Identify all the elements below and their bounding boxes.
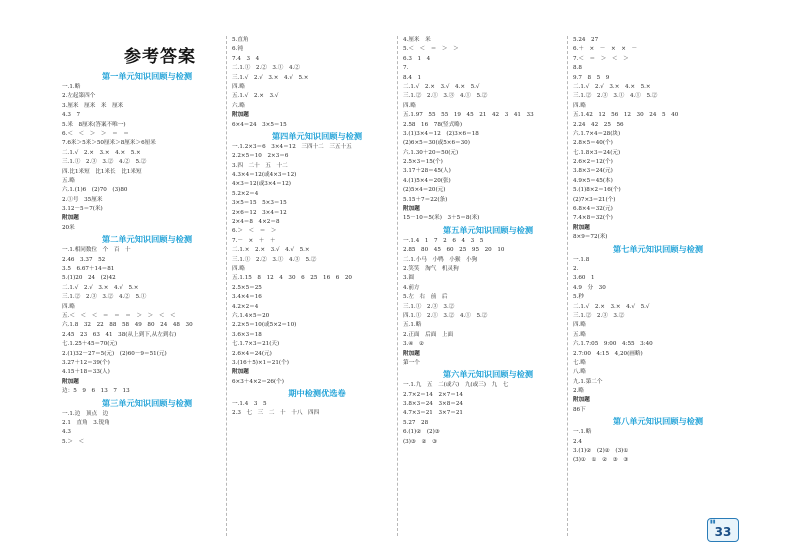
answer-line: 2.24 42 25 56 xyxy=(573,121,624,128)
answer-line: 一.1.略 xyxy=(62,84,81,90)
answer-line: 四.略 xyxy=(573,102,586,109)
page-number: 33 xyxy=(714,525,732,539)
answer-line: 4.(1)5×4＝20(张) xyxy=(403,177,451,184)
answer-line: (2)7×3＝21(个) xyxy=(573,196,616,203)
answer-line: 九.1.第二个 xyxy=(573,378,603,385)
answer-line: 86下 xyxy=(573,406,586,413)
answer-line: 二.1.√ 2.√ 3.× 4.√ 5.× xyxy=(62,284,139,291)
answer-line: 6.(1)② (2)③ xyxy=(403,429,440,436)
answer-line: 3.(1)② (2)② (3)① xyxy=(573,448,629,455)
answer-line: 8.8 xyxy=(573,65,582,72)
answer-line: 三.1.② 2.③ 3.② 4.② 5.① xyxy=(62,294,147,301)
answer-line: 6.＞ ＜ ＝ ＞ xyxy=(232,228,277,235)
answer-line: 三.1.√ 2.√ 3.× 4.√ 5.× xyxy=(232,74,309,81)
answer-line: 7.4×8＝32(个) xyxy=(573,215,613,222)
answer-line: 2.5×3＝15(个) xyxy=(403,159,443,166)
answer-line: 三.1.① 2.② 3.① 4.③ 5.② xyxy=(232,256,317,263)
answer-line: 三.1.② 2.① 3.③ 4.① 5.② xyxy=(403,93,488,100)
answer-line: 三.1.② 2.③ 3.② xyxy=(573,312,625,319)
answer-line: 6.8×4＝32(元) xyxy=(573,206,613,213)
answer-line: 3.17＋28＝45(人) xyxy=(403,168,451,175)
section-heading: 第八单元知识回顾与检测 xyxy=(612,416,704,427)
answer-line: 3.(1)3×4＝12 (2)3×6＝18 xyxy=(403,130,479,137)
answer-line: 7. xyxy=(403,65,426,72)
bonus-heading: 附加题 xyxy=(573,397,590,404)
answer-line: 五.＜ ＜ ＜ ＝ ＝ ＝ ＞ ＞ ＜ ＜ xyxy=(62,312,176,319)
answer-line: 7.4 3 4 xyxy=(232,55,260,62)
answer-line: 5.直角 xyxy=(232,37,249,43)
answer-line: 2.6×2＝12(个) xyxy=(573,159,613,166)
answer-line: 3.(16＋5)×1＝21(个) xyxy=(232,359,289,366)
answer-line: 二.1.√ 2.× 3.× 4.× 5.× xyxy=(62,149,141,156)
answer-line: 2.2×5＝10 2×3＝6 xyxy=(232,153,289,160)
answer-line: 4.15＋18＝33(人) xyxy=(62,369,110,376)
answer-line: 一.1.4 1 7 2 6 4 3 5 xyxy=(403,237,484,244)
answer-line: 四.略 xyxy=(62,303,75,310)
answer-line: 第一个 xyxy=(403,359,420,366)
answer-line: 6.钝 xyxy=(232,46,243,53)
answer-line: 7.＜ ＝ ＞ ＜ ＞ xyxy=(573,55,629,62)
answer-line: 二.1.√ 2.× 3.√ 4.× 5.√ xyxy=(403,83,480,90)
section-heading: 第七单元知识回顾与检测 xyxy=(612,243,704,254)
answer-line: 8.4 1 xyxy=(403,74,422,81)
answer-line: 五.1.97 55 55 19 45 21 42 3 41 33 xyxy=(403,112,534,119)
answer-line: 六.1.(1)6 (2)70 (3)80 xyxy=(62,187,128,194)
bonus-heading: 附加题 xyxy=(403,350,420,357)
answer-line: 6×4＝24 3×5＝15 xyxy=(232,121,287,128)
answer-line: 一.1.相同数位 个 百 十 xyxy=(62,247,131,254)
answer-line: 四.略 xyxy=(403,102,416,109)
answer-line: 六.1.7:05 9:00 4:55 3:40 xyxy=(573,341,653,348)
answer-line: 3.6×3＝18 xyxy=(232,331,262,338)
answer-line: 5.米 8厘米(答案不唯一) xyxy=(62,121,126,128)
answer-line: 五.1.√ 2.× 3.√ xyxy=(232,93,279,100)
column-3 xyxy=(403,36,573,447)
answer-line: 3.12－5＝7(米) xyxy=(62,206,103,213)
answer-line: 2.6×4＝24(元) xyxy=(232,350,272,357)
answer-line: 2.7:00 4:15 4,20(画略) xyxy=(573,350,643,357)
answer-line: 2.笑笑 淘气 机灵狗 xyxy=(403,265,459,272)
answer-line: 7.－ × ＋ ＋ xyxy=(232,237,276,244)
answer-line: 六.略 xyxy=(232,102,245,109)
answer-line: 2.2×5＝10(或5×2＝10) xyxy=(232,322,297,329)
bonus-heading: 附加题 xyxy=(232,369,249,376)
answer-line: 2.略 xyxy=(573,388,584,395)
answer-line: 2.85 80 45 60 25 95 20 10 xyxy=(403,247,505,254)
answer-line: 2×4＝8 4×2＝8 xyxy=(232,219,280,226)
answer-line: 5.(1)20 24 (2)42 xyxy=(62,275,116,282)
answer-line: 5.秒 xyxy=(573,294,584,301)
answer-line: 一.1.边 顶点 边 xyxy=(62,410,109,417)
answer-line: 9.7 8 5 9 xyxy=(573,74,610,81)
answer-line: 3.④ ② xyxy=(403,341,424,348)
answer-line: 3.27＋12＝39(个) xyxy=(62,359,110,366)
answer-line: 6.＋ × － × × － xyxy=(573,46,638,53)
answer-line: 3.60 1 xyxy=(573,275,595,282)
answer-line: 4.9×5＝45(本) xyxy=(573,177,613,184)
page-title: 参考答案 xyxy=(124,47,196,67)
answer-line: 六.1.7×4＝28(块) xyxy=(573,130,621,137)
answer-line: 6×3＋4×2＝26(个) xyxy=(232,378,284,385)
bonus-heading: 附加题 xyxy=(403,206,420,213)
answer-line: 一.1.略 xyxy=(573,429,592,436)
section-heading: 第五单元知识回顾与检测 xyxy=(442,224,534,235)
answer-line: 2.8×5＝40(个) xyxy=(573,140,613,147)
answer-line: 四.略 xyxy=(232,83,245,90)
answer-line: 4.前方 xyxy=(403,284,420,291)
section-heading: 第三单元知识回顾与检测 xyxy=(101,397,193,408)
answer-line: 4.3×4＝12(或4×3＝12) xyxy=(232,172,297,179)
answer-line: 2.(1)32－27＝5(元) (2)60－9＝51(元) xyxy=(62,350,167,357)
answer-line: 3.圆 xyxy=(403,275,414,282)
answer-line: 六.1.8 32 22 88 58 49 80 24 48 30 xyxy=(62,322,193,329)
answer-line: 四.略 xyxy=(573,322,586,329)
answer-line: 3×5＝15 5×3＝15 xyxy=(232,200,287,207)
answer-line: (3)③ ② ③ xyxy=(403,438,438,445)
answer-line: 一.1.九 五 二(或六) 九(或三) 九 七 xyxy=(403,382,509,389)
answer-line: 5.＞ ＜ xyxy=(62,438,85,445)
answer-line: 三.1.① 2.③ 3.② xyxy=(403,303,455,310)
column-1 xyxy=(62,70,232,447)
answer-line: 2.左起第四个 xyxy=(62,93,96,100)
answer-line: 2.45 23 63 41 38(从上到下,从左到右) xyxy=(62,331,177,338)
answer-line: 4×3＝12(或3×4＝12) xyxy=(232,181,291,188)
answer-line: 二.1.× 2.× 3.√ 4.√ 5.× xyxy=(232,247,310,254)
answer-line: 5.15＋7＝22(条) xyxy=(403,196,448,203)
answer-line: 一.1.8 xyxy=(573,256,590,263)
answer-line: 5.左 右 前 后 xyxy=(403,294,448,301)
answer-line: 一.1.4 3 5 xyxy=(232,401,267,408)
answer-line: 七.1.8×3＝24(元) xyxy=(573,149,621,156)
answer-line: 5.27 28 xyxy=(403,419,429,426)
answer-line: 三.1.② 2.③ 3.① 4.① 5.② xyxy=(573,93,658,100)
answer-line: 6.3 1 4 xyxy=(403,55,431,62)
answer-line: 2.7×2＝14 2×7＝14 xyxy=(403,391,463,398)
answer-line: 4.2×2＝4 xyxy=(232,303,259,310)
answer-line: 三.1.① 2.③ 3.② 4.② 5.② xyxy=(62,159,147,166)
answer-line: 4.7×3＝21 3×7＝21 xyxy=(403,410,463,417)
answer-line: 5.24 27 xyxy=(573,37,599,43)
answer-line: 5.＜ ＜ ＝ ＞ ＞ xyxy=(403,46,459,53)
answer-line: 2×6＝12 3×4＝12 xyxy=(232,209,287,216)
answer-line: 二.1.小马 小鸭 小猴 小狗 xyxy=(403,256,478,263)
answer-line: 五.略 xyxy=(573,331,586,338)
answer-line: 四.比1米短 比1米长 比1米短 xyxy=(62,168,142,175)
answer-line: 8×9＝72(米) xyxy=(573,234,608,241)
answer-line: 4.厘米 米 xyxy=(403,37,431,43)
answer-line: 四.1.① 2.① 3.② 4.① 5.② xyxy=(403,312,488,319)
answer-line: 七.1.7×3＝21(天) xyxy=(232,341,280,348)
answer-line: 2.46 3.37 52 xyxy=(62,256,106,263)
answer-line: 一.1.2×3＝6 3×4＝12 三四十二 三五十五 xyxy=(232,143,352,150)
answer-line: 二.1.√ 2.× 3.× 4.√ 5.√ xyxy=(573,303,650,310)
answer-line: 2.1 直角 3.锐角 xyxy=(62,419,110,426)
section-heading: 第一单元知识回顾与检测 xyxy=(101,71,193,81)
book-icon: ▮▮ xyxy=(710,519,716,525)
answer-line: 7.6米＞5米＞50厘米＞8厘米＞6厘米 xyxy=(62,140,156,147)
answer-line: 3.8×3＝24(元) xyxy=(573,168,613,175)
answer-line: 八.略 xyxy=(573,369,586,376)
answer-line: 五.1.42 12 56 12 30 24 5 40 xyxy=(573,112,679,119)
answer-line: 6.＜ ＜ ＞ ＞ ＝ ＝ xyxy=(62,130,129,137)
section-heading: 第六单元知识回顾与检测 xyxy=(442,369,534,380)
section-heading: 期中检测优选卷 xyxy=(288,388,346,399)
answer-line: 五.1.15 8 12 4 30 6 25 16 6 20 xyxy=(232,275,352,282)
answer-line: 3.8×3＝24 3×8＝24 xyxy=(403,401,463,408)
answer-line: 20米 xyxy=(62,224,75,231)
answer-line: 2.5×5＝25 xyxy=(232,284,262,291)
answer-line: (2)5×4＝20(元) xyxy=(403,187,446,194)
answer-line: 2.正面 后面 上面 xyxy=(403,331,454,338)
answer-line: 2.①号 35厘米 xyxy=(62,196,103,203)
answer-line: 2. xyxy=(573,265,584,272)
bonus-heading: 附加题 xyxy=(62,215,79,222)
answer-line: 五.略 xyxy=(62,177,75,184)
answer-line: 2.58 16 78(竖式略) xyxy=(403,121,463,128)
section-heading: 第四单元知识回顾与检测 xyxy=(271,130,363,141)
bonus-heading: 附加题 xyxy=(62,378,79,385)
answer-line: 15－10＝5(米) 3＋5＝8(米) xyxy=(403,215,480,222)
column-4 xyxy=(573,36,743,466)
answer-line: 2.4 xyxy=(573,438,582,445)
answer-line: 3.4×4＝16 xyxy=(232,294,262,301)
answer-line: 2.3 七 三 二 十 十八 四四 xyxy=(232,410,320,417)
answer-line: 4.3 xyxy=(62,429,71,436)
answer-line: 3.四 二十 五 十二 xyxy=(232,162,288,169)
answer-line: (2)6×5＝30(或5×6＝30) xyxy=(403,140,470,147)
answer-line: 二.1.√ 2.√ 3.× 4.× 5.× xyxy=(573,83,651,90)
answer-line: 二.1.① 2.② 3.① 4.② xyxy=(232,65,300,72)
bonus-heading: 附加题 xyxy=(232,112,249,119)
bonus-heading: 附加题 xyxy=(573,224,590,231)
answer-line: 七.略 xyxy=(573,359,586,366)
answer-line: 四.略 xyxy=(232,265,245,272)
answer-line: 4.3 7 xyxy=(62,112,81,119)
page-number-badge xyxy=(707,518,739,542)
answer-line: 五.1.略 xyxy=(403,322,422,329)
answer-line: (3)① ① ② ③ ③ xyxy=(573,457,629,464)
answer-line: 边：5 9 6 13 7 13 xyxy=(62,388,130,395)
column-2 xyxy=(232,36,402,419)
answer-line: 5.(1)8×2＝16(个) xyxy=(573,187,621,194)
answer-line: 5.2×2＝4 xyxy=(232,190,259,197)
answer-line: 3.5 6.67＋14＝81 xyxy=(62,266,115,273)
answer-line: 六.1.4×5＝20 xyxy=(232,312,270,319)
answer-line: 3.厘米 厘米 米 厘米 xyxy=(62,102,124,109)
answer-line: 4.9 分 30 xyxy=(573,284,606,291)
section-heading: 第二单元知识回顾与检测 xyxy=(101,234,193,245)
answer-line: 七.1.25＋45＝70(元) xyxy=(62,341,118,348)
answer-line: 六.1.30＋20＝50(元) xyxy=(403,149,459,156)
